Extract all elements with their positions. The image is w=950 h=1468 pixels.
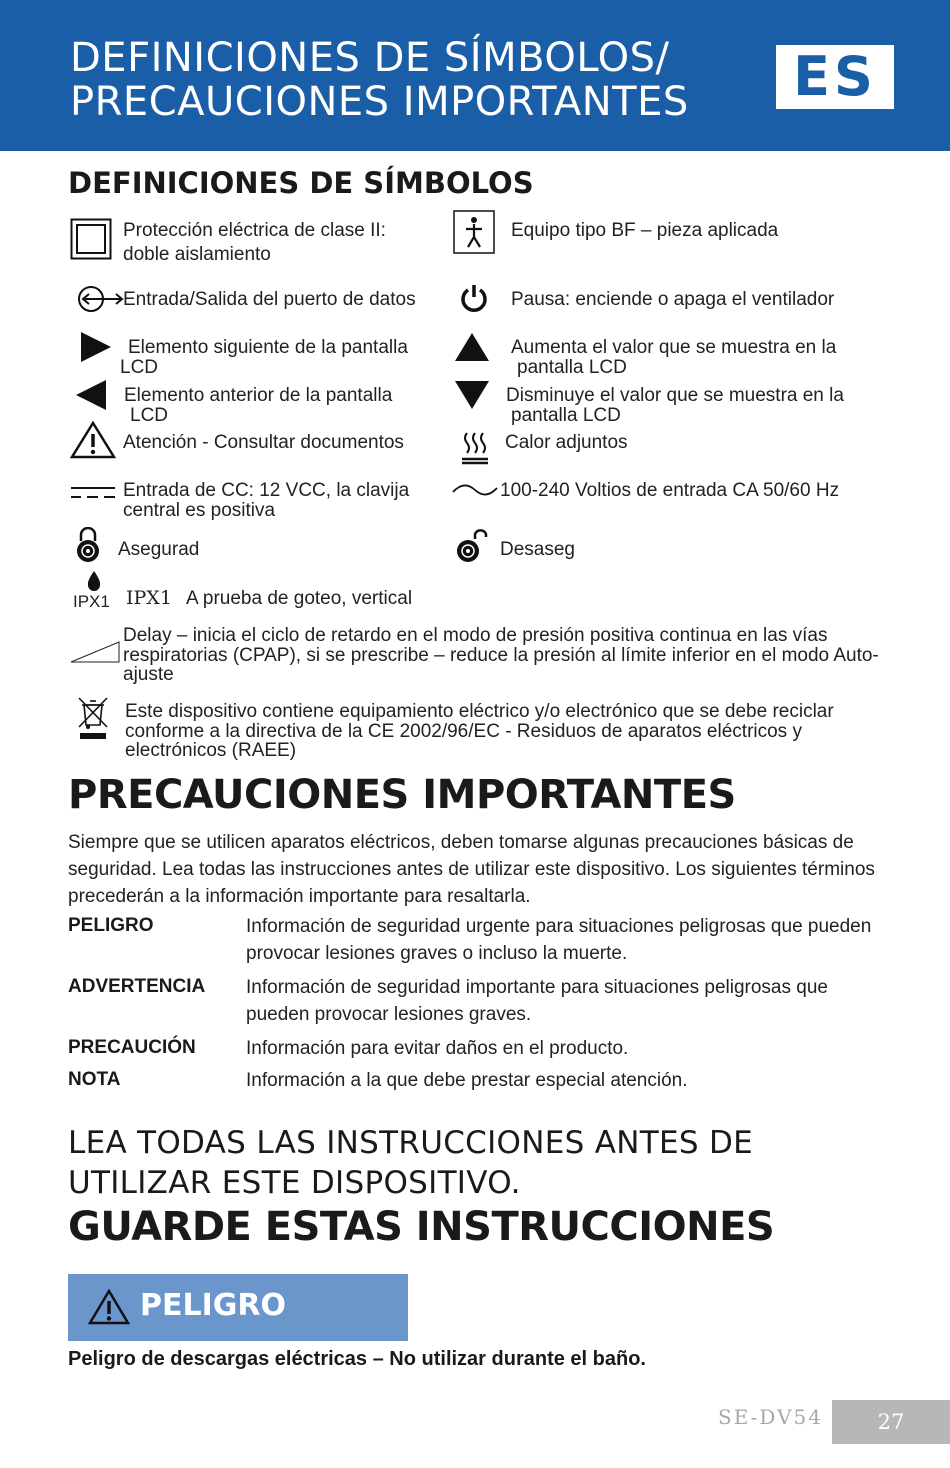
previous-label-line1: Elemento anterior de la pantalla	[124, 385, 393, 406]
bf-applied-part-icon	[453, 210, 495, 254]
dc-input-label-line2: central es positiva	[123, 500, 276, 521]
precautions-title: PRECAUCIONES IMPORTANTES	[68, 772, 736, 818]
up-arrow-icon	[454, 332, 490, 362]
ipx1-label: A prueba de goteo, vertical	[186, 588, 413, 609]
symbols-section-title: DEFINICIONES DE SÍMBOLOS	[68, 166, 534, 200]
class-ii-icon	[70, 218, 112, 260]
down-arrow-icon	[454, 380, 490, 410]
weee-bin-icon	[76, 695, 110, 741]
unlock-label: Desaseg	[500, 539, 575, 560]
dc-input-label	[123, 481, 443, 521]
term-danger: PELIGRO	[68, 915, 154, 936]
def-danger: Información de seguridad urgente para situaciones peligrosas que pueden provocar lesiones graves o incluso la muerte.	[246, 916, 872, 964]
pause-label: Pausa: enciende o apaga el ventilador	[511, 289, 835, 310]
def-caution: Información para evitar daños en el producto.	[246, 1038, 629, 1059]
dc-input-label-line1: Entrada de CC: 12 VCC, la clavija	[123, 480, 410, 501]
term-note: NOTA	[68, 1069, 121, 1090]
term-caution: PRECAUCIÓN	[68, 1037, 196, 1058]
next-arrow-icon	[80, 331, 112, 363]
page-header	[0, 0, 950, 151]
heat-label: Calor adjuntos	[505, 432, 628, 453]
data-port-label: Entrada/Salida del puerto de datos	[123, 289, 416, 310]
next-label-line1: Elemento siguiente de la pantalla	[128, 337, 408, 358]
up-label-line2: pantalla LCD	[517, 357, 627, 378]
model-code: SE-DV54	[718, 1405, 824, 1429]
dc-input-icon	[70, 485, 116, 501]
attention-warning-icon	[70, 421, 116, 459]
class-ii-label: Protección eléctrica de clase II: doble aislamiento	[123, 220, 386, 265]
power-icon	[458, 282, 490, 314]
danger-warning-icon	[88, 1289, 130, 1325]
page-title-line2: PRECAUCIONES IMPORTANTES	[70, 79, 689, 125]
save-instructions-heading: GUARDE ESTAS INSTRUCCIONES	[68, 1204, 775, 1250]
precautions-intro: Siempre que se utilicen aparatos eléctricos, deben tomarse algunas precauciones básicas de seguridad. Lea todas las instrucciones antes de utilizar este dispositivo. Los siguientes términos precederán a la información importante para resaltarla.	[68, 832, 875, 907]
danger-label: PELIGRO	[140, 1288, 286, 1323]
page-title-line1: DEFINICIONES DE SÍMBOLOS/	[70, 35, 670, 81]
lock-label: Asegurad	[118, 539, 200, 560]
previous-arrow-icon	[75, 379, 107, 411]
next-label-line2: LCD	[120, 357, 159, 378]
down-label-line2: pantalla LCD	[511, 405, 621, 426]
def-note: Información a la que debe prestar especial atención.	[246, 1070, 688, 1091]
read-instructions-line2: UTILIZAR ESTE DISPOSITIVO.	[68, 1165, 521, 1201]
term-warning: ADVERTENCIA	[68, 976, 206, 997]
down-label-line1: Disminuye el valor que se muestra en la	[506, 385, 844, 406]
weee-label: Este dispositivo contiene equipamiento eléctrico y/o electrónico que se debe reciclar conforme a la directiva de la CE 2002/96/EC - Residuos de aparatos eléctricos y electrónicos (RAEE)	[125, 701, 834, 761]
heat-icon	[460, 431, 490, 465]
page-title	[70, 36, 760, 124]
unlock-icon	[454, 527, 488, 563]
down-label	[506, 386, 886, 426]
lock-icon	[74, 527, 102, 563]
data-port-icon	[76, 284, 124, 314]
danger-text: Peligro de descargas eléctricas – No utilizar durante el baño.	[68, 1348, 646, 1370]
previous-label	[124, 386, 444, 426]
attention-label: Atención - Consultar documentos	[123, 432, 404, 453]
danger-callout	[68, 1274, 408, 1341]
water-drop-icon	[86, 570, 102, 592]
def-warning: Información de seguridad importante para situaciones peligrosas que pueden provocar lesiones graves.	[246, 977, 828, 1025]
ac-input-label: 100-240 Voltios de entrada CA 50/60 Hz	[500, 480, 840, 501]
delay-ramp-icon	[70, 640, 120, 664]
ipx1-code: IPX1	[126, 587, 172, 609]
up-label	[511, 338, 881, 378]
language-badge: ES	[776, 45, 894, 109]
read-instructions-line1: LEA TODAS LAS INSTRUCCIONES ANTES DE	[68, 1125, 754, 1161]
bf-label: Equipo tipo BF – pieza aplicada	[511, 220, 779, 241]
delay-label: Delay – inicia el ciclo de retardo en el modo de presión positiva continua en las vías respiratorias (CPAP), si se prescribe – reduce la presión al límite inferior en el modo Auto-ajuste	[123, 625, 879, 685]
next-label	[120, 338, 440, 378]
ac-input-icon	[452, 482, 498, 498]
previous-label-line2: LCD	[130, 405, 169, 426]
ipx1-icon-label: IPX1	[73, 592, 110, 611]
up-label-line1: Aumenta el valor que se muestra en la	[511, 337, 837, 358]
page-number: 27	[832, 1400, 950, 1444]
read-instructions-heading	[68, 1123, 753, 1203]
